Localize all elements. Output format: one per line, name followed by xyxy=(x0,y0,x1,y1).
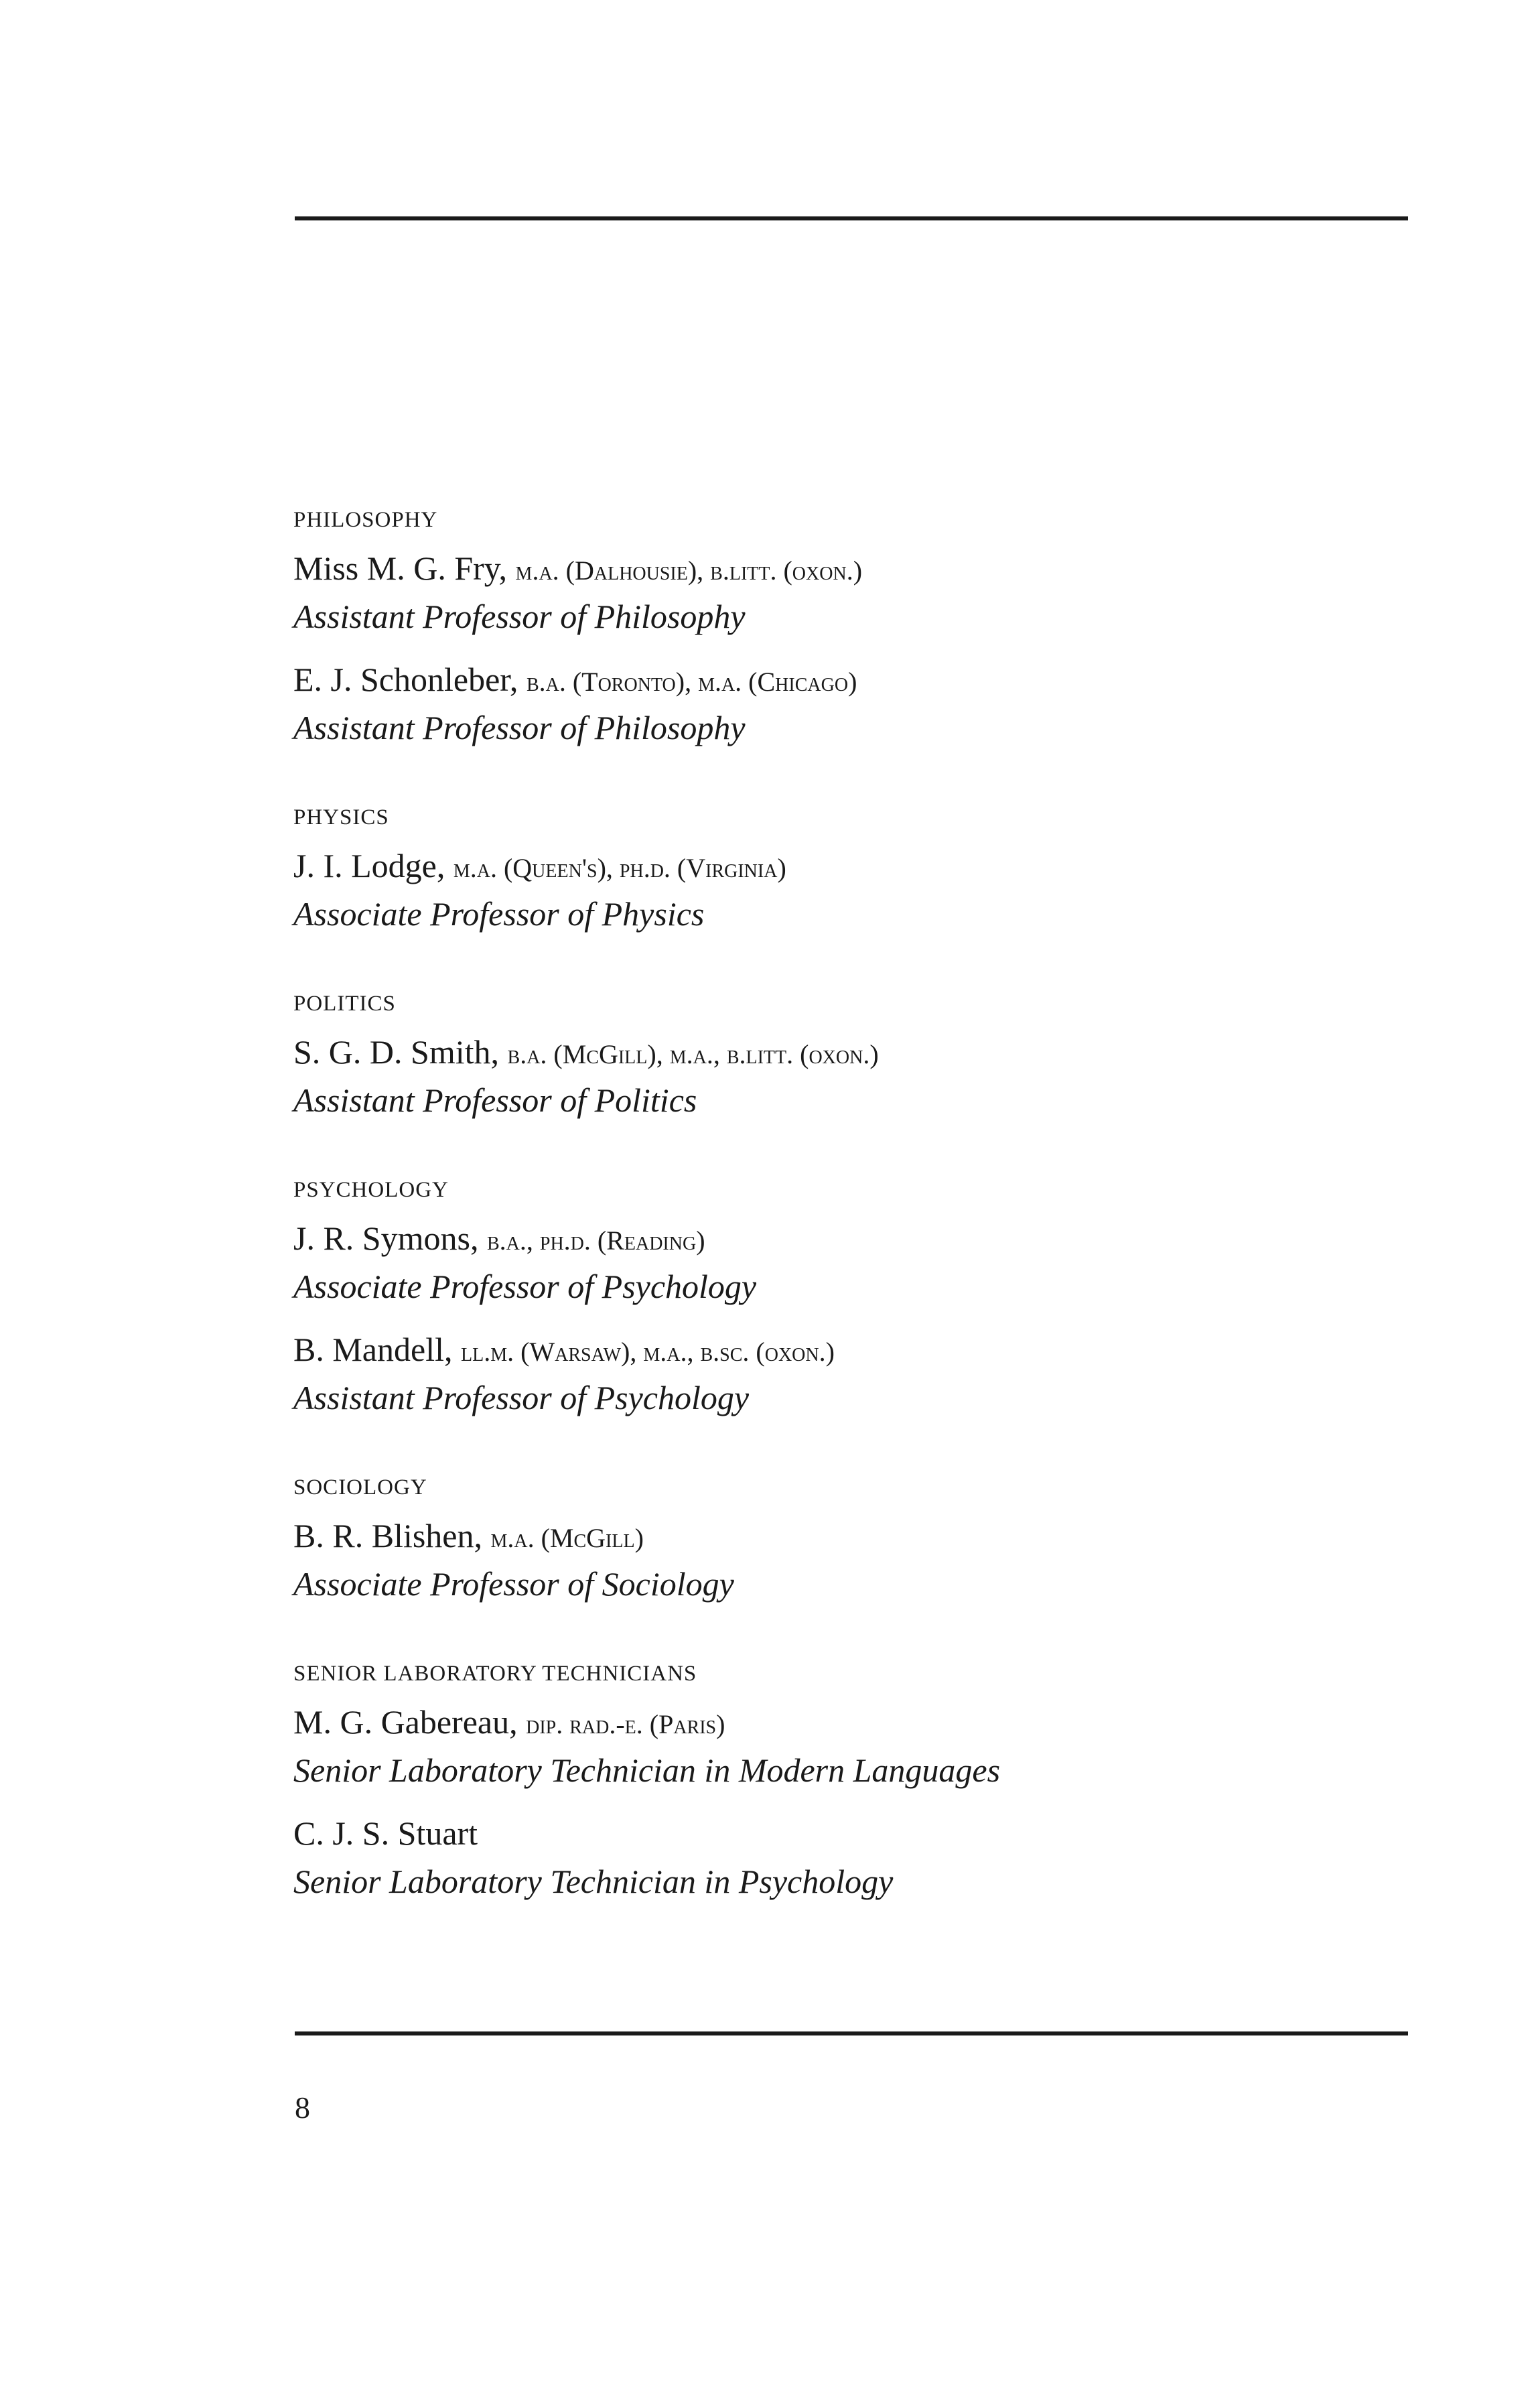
faculty-title: Assistant Professor of Politics xyxy=(293,1081,697,1119)
bottom-rule xyxy=(295,2031,1408,2035)
faculty-entry xyxy=(293,1214,1405,1311)
faculty-entry xyxy=(293,842,1405,938)
faculty-name: S. G. D. Smith, xyxy=(293,1033,500,1071)
section-heading: POLITICS xyxy=(293,992,396,1016)
faculty-degrees: dip. rad.-e. (Paris) xyxy=(526,1709,725,1739)
faculty-title: Assistant Professor of Psychology xyxy=(293,1379,750,1416)
faculty-title: Associate Professor of Physics xyxy=(293,895,705,933)
section-heading: SOCIOLOGY xyxy=(293,1475,427,1499)
section-psychology xyxy=(293,1171,1405,1422)
section-heading: PHILOSOPHY xyxy=(293,508,438,532)
section-politics xyxy=(293,985,1405,1124)
faculty-name: B. Mandell, xyxy=(293,1331,453,1368)
faculty-title: Associate Professor of Sociology xyxy=(293,1565,734,1603)
faculty-name: J. I. Lodge, xyxy=(293,847,445,884)
faculty-degrees: m.a. (McGill) xyxy=(490,1523,644,1553)
top-rule xyxy=(295,216,1408,220)
faculty-name: M. G. Gabereau, xyxy=(293,1703,518,1741)
section-heading: PSYCHOLOGY xyxy=(293,1178,449,1202)
faculty-entry xyxy=(293,544,1405,641)
faculty-entry xyxy=(293,1809,1405,1906)
faculty-degrees: m.a. (Queen's), ph.d. (Virginia) xyxy=(453,853,786,883)
section-physics xyxy=(293,799,1405,938)
faculty-entry xyxy=(293,1512,1405,1608)
faculty-name: B. R. Blishen, xyxy=(293,1517,482,1554)
faculty-name-line xyxy=(293,1028,1405,1076)
faculty-name-line xyxy=(293,1512,1405,1560)
faculty-name-line xyxy=(293,655,1405,704)
faculty-degrees: ll.m. (Warsaw), m.a., b.sc. (oxon.) xyxy=(460,1337,835,1367)
faculty-degrees: b.a., ph.d. (Reading) xyxy=(486,1225,705,1256)
faculty-name: J. R. Symons, xyxy=(293,1219,479,1257)
faculty-degrees: b.a. (Toronto), m.a. (Chicago) xyxy=(526,667,857,697)
faculty-entry xyxy=(293,655,1405,752)
faculty-name-line xyxy=(293,1214,1405,1262)
faculty-name-line xyxy=(293,1325,1405,1374)
faculty-name: E. J. Schonleber, xyxy=(293,661,518,698)
faculty-name-line xyxy=(293,842,1405,890)
section-heading: PHYSICS xyxy=(293,805,389,829)
faculty-degrees: m.a. (Dalhousie), b.litt. (oxon.) xyxy=(515,555,863,586)
section-philosophy xyxy=(293,501,1405,752)
faculty-title: Senior Laboratory Technician in Psychology xyxy=(293,1863,894,1900)
faculty-degrees: b.a. (McGill), m.a., b.litt. (oxon.) xyxy=(507,1039,879,1069)
faculty-entry xyxy=(293,1028,1405,1124)
faculty-title: Assistant Professor of Philosophy xyxy=(293,709,746,746)
faculty-name-line xyxy=(293,1698,1405,1746)
page-number: 8 xyxy=(295,2090,310,2125)
faculty-name-line xyxy=(293,544,1405,592)
faculty-name-line xyxy=(293,1809,1405,1857)
section-heading: SENIOR LABORATORY TECHNICIANS xyxy=(293,1662,697,1686)
faculty-name: Miss M. G. Fry, xyxy=(293,549,508,587)
faculty-entry xyxy=(293,1325,1405,1422)
section-senior-laboratory-technicians xyxy=(293,1655,1405,1906)
faculty-entry xyxy=(293,1698,1405,1794)
faculty-name: C. J. S. Stuart xyxy=(293,1814,478,1852)
faculty-title: Senior Laboratory Technician in Modern Languages xyxy=(293,1751,1001,1789)
faculty-title: Assistant Professor of Philosophy xyxy=(293,598,746,635)
section-sociology xyxy=(293,1469,1405,1608)
faculty-title: Associate Professor of Psychology xyxy=(293,1268,757,1305)
faculty-listing xyxy=(293,501,1405,1952)
